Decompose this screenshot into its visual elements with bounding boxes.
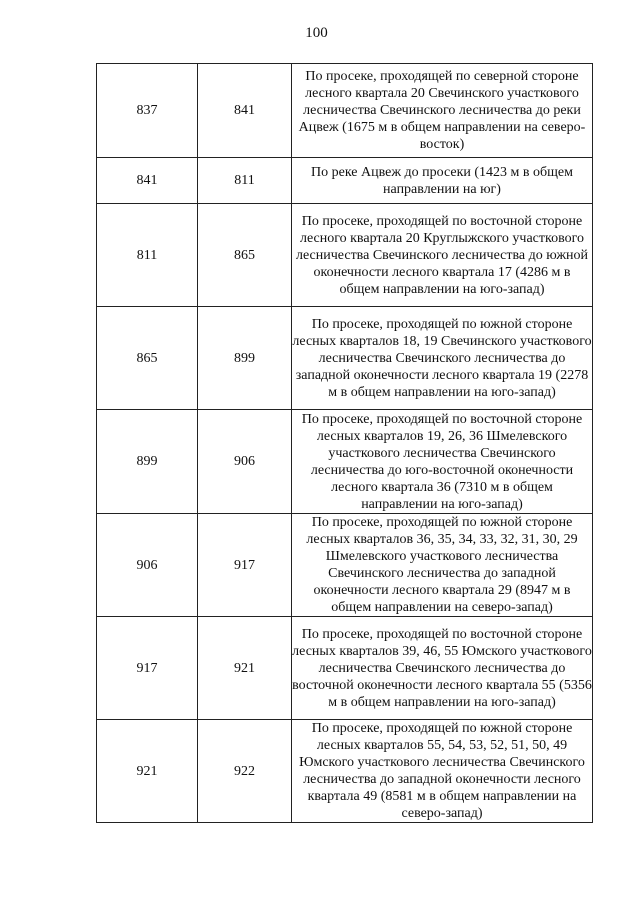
point-from: 921 (97, 720, 198, 823)
point-to: 906 (198, 410, 292, 514)
point-to: 921 (198, 617, 292, 720)
point-to: 811 (198, 158, 292, 204)
point-to: 899 (198, 307, 292, 410)
table-row (97, 204, 593, 307)
point-from: 837 (97, 64, 198, 158)
point-from: 841 (97, 158, 198, 204)
boundary-description: По просеке, проходящей по северной стороне лесного квартала 20 Свечинского участкового лесничества Свечинского лесничества до реки Ацвеж (1675 м в общем направлении на северо-восток) (292, 64, 593, 158)
boundary-description: По реке Ацвеж до просеки (1423 м в общем направлении на юг) (292, 158, 593, 204)
point-from: 899 (97, 410, 198, 514)
boundary-description: По просеке, проходящей по южной стороне лесных кварталов 18, 19 Свечинского участкового лесничества Свечинского лесничества до западной оконечности лесного квартала 19 (2278 м в общем направлении на юго-запад) (292, 307, 593, 410)
point-from: 917 (97, 617, 198, 720)
boundary-description: По просеке, проходящей по южной стороне лесных кварталов 36, 35, 34, 33, 32, 31, 30, 29 Шмелевского участкового лесничества Свечинского лесничества до западной оконечности лесного квартала 29 (8947 м в общем направлении на северо-запад) (292, 514, 593, 617)
table-row (97, 410, 593, 514)
table-row (97, 158, 593, 204)
table-row (97, 307, 593, 410)
page-number: 100 (305, 25, 328, 41)
boundary-description: По просеке, проходящей по восточной стороне лесных кварталов 39, 46, 55 Юмского участкового лесничества Свечинского лесничества до восточной оконечности лесного квартала 55 (5356 м в общем направлении на юго-запад) (292, 617, 593, 720)
point-to: 865 (198, 204, 292, 307)
point-to: 922 (198, 720, 292, 823)
table-row (97, 514, 593, 617)
table-row (97, 617, 593, 720)
table-row (97, 64, 593, 158)
point-from: 865 (97, 307, 198, 410)
table-row (97, 720, 593, 823)
boundary-table (96, 63, 593, 823)
boundary-description: По просеке, проходящей по южной стороне лесных кварталов 55, 54, 53, 52, 51, 50, 49 Юмского участкового лесничества Свечинского лесничества до западной оконечности лесного квартала 49 (8581 м в общем направлении на северо-запад) (292, 720, 593, 823)
boundary-description: По просеке, проходящей по восточной стороне лесного квартала 20 Круглыжского участкового лесничества Свечинского лесничества до южной оконечности лесного квартала 17 (4286 м в общем направлении на юго-запад) (292, 204, 593, 307)
point-to: 841 (198, 64, 292, 158)
point-to: 917 (198, 514, 292, 617)
point-from: 811 (97, 204, 198, 307)
boundary-description: По просеке, проходящей по восточной стороне лесных кварталов 19, 26, 36 Шмелевского участкового лесничества Свечинского лесничества до юго-восточной оконечности лесного квартала 36 (7310 м в общем направлении на юго-запад) (292, 410, 593, 514)
point-from: 906 (97, 514, 198, 617)
